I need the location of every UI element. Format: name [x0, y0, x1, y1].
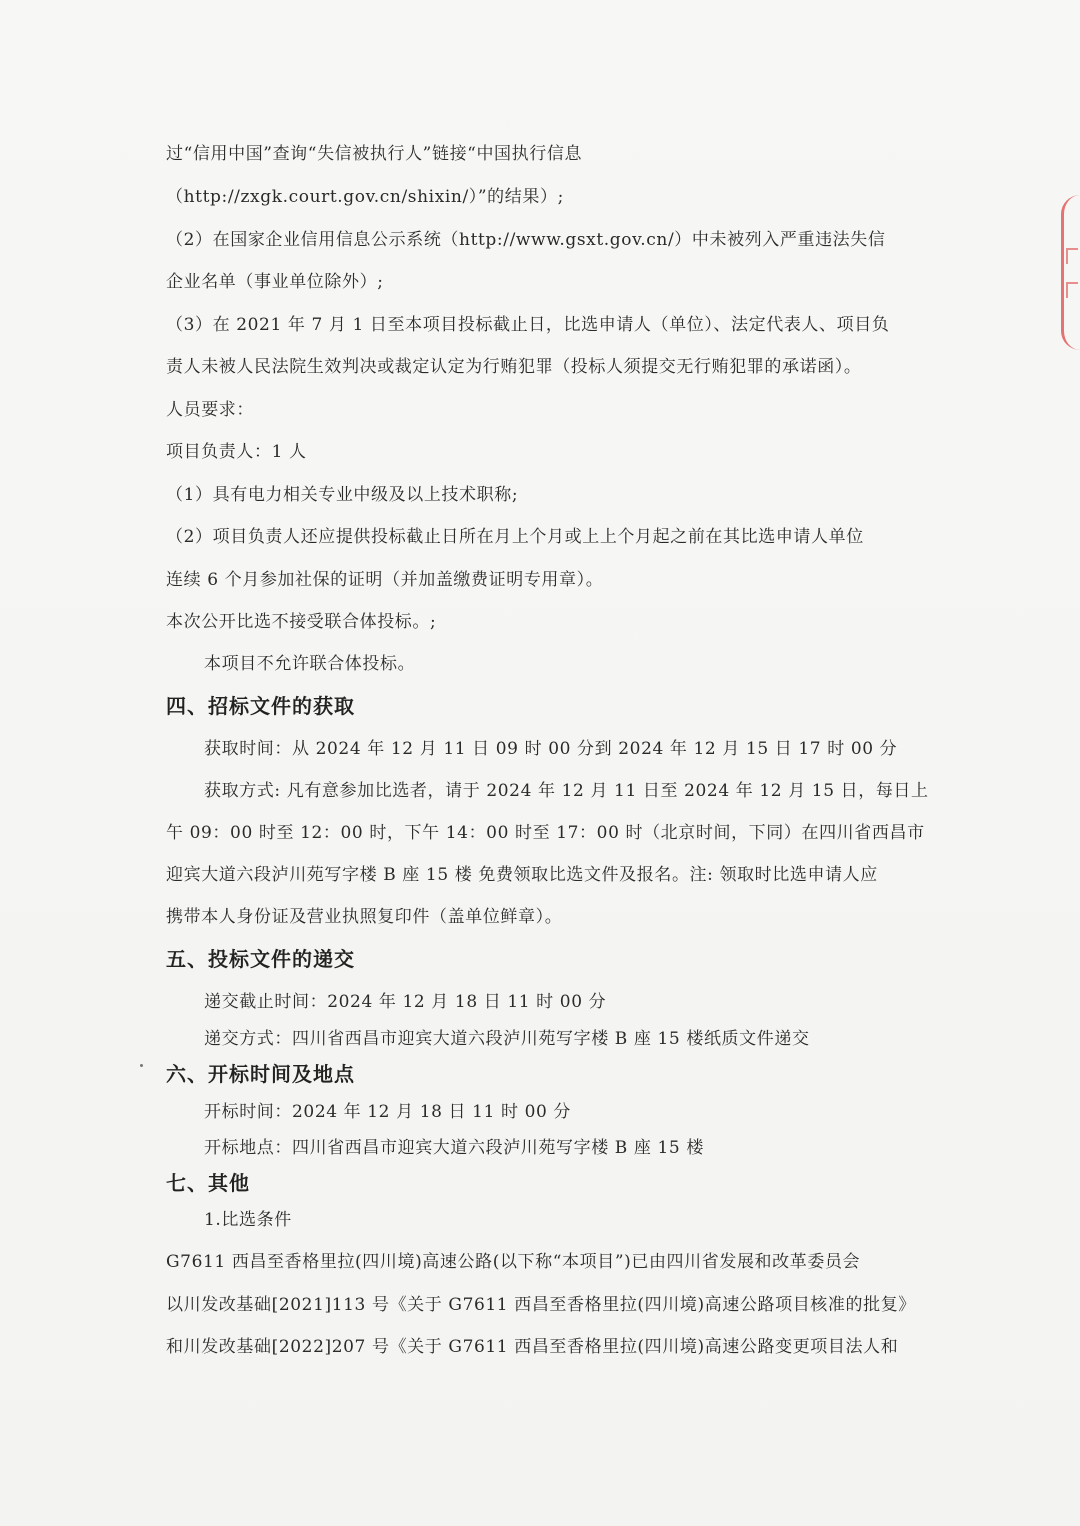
scan-speck [140, 1064, 143, 1067]
text-line: 开标时间：2024 年 12 月 18 日 11 时 00 分 [204, 1102, 572, 1122]
red-seal-edge [1061, 195, 1080, 350]
section-heading: 四、招标文件的获取 [166, 694, 355, 718]
red-seal-mark [1066, 248, 1078, 264]
text-line: G7611 西昌至香格里拉(四川境)高速公路(以下称“本项目”)已由四川省发展和改革委员会 [166, 1252, 861, 1272]
text-line: 本次公开比选不接受联合体投标。; [166, 612, 437, 632]
section-heading: 五、投标文件的递交 [166, 947, 355, 971]
text-line: 携带本人身份证及营业执照复印件（盖单位鲜章）。 [166, 907, 563, 927]
text-line: （3）在 2021 年 7 月 1 日至本项目投标截止日，比选申请人（单位）、法定代表人、项目负 [166, 315, 890, 335]
section-heading: 六、开标时间及地点 [166, 1062, 355, 1086]
text-line: 1.比选条件 [204, 1210, 292, 1230]
text-line: （2）项目负责人还应提供投标截止日所在月上个月或上上个月起之前在其比选申请人单位 [166, 527, 864, 547]
text-line: 人员要求： [166, 400, 254, 420]
text-line: 递交方式：四川省西昌市迎宾大道六段泸川苑写字楼 B 座 15 楼纸质文件递交 [204, 1029, 810, 1049]
text-line: 以川发改基础[2021]113 号《关于 G7611 西昌至香格里拉(四川境)高速公路项目核准的批复》 [166, 1295, 916, 1315]
section-heading: 七、其他 [166, 1171, 250, 1195]
text-line: （http://zxgk.court.gov.cn/shixin/）”的结果）; [166, 187, 564, 207]
text-line: 午 09：00 时至 12：00 时，下午 14：00 时至 17：00 时（北京时间，下同）在四川省西昌市 [166, 823, 925, 843]
text-line: 责人未被人民法院生效判决或裁定认定为行贿犯罪（投标人须提交无行贿犯罪的承诺函）。 [166, 357, 862, 377]
text-line: 和川发改基础[2022]207 号《关于 G7611 西昌至香格里拉(四川境)高速公路变更项目法人和 [166, 1337, 899, 1357]
text-line: （2）在国家企业信用信息公示系统（http://www.gsxt.gov.cn/）中未被列入严重违法失信 [166, 230, 886, 250]
text-line: 获取方式: 凡有意参加比选者，请于 2024 年 12 月 11 日至 2024 年 12 月 15 日，每日上 [204, 781, 929, 801]
text-line: 本项目不允许联合体投标。 [204, 654, 416, 674]
text-line: 递交截止时间：2024 年 12 月 18 日 11 时 00 分 [204, 992, 607, 1012]
text-line: 过“信用中国”查询“失信被执行人”链接“中国执行信息 [166, 144, 583, 164]
text-line: 开标地点：四川省西昌市迎宾大道六段泸川苑写字楼 B 座 15 楼 [204, 1138, 704, 1158]
text-line: （1）具有电力相关专业中级及以上技术职称; [166, 485, 519, 505]
text-line: 连续 6 个月参加社保的证明（并加盖缴费证明专用章）。 [166, 570, 604, 590]
text-line: 项目负责人：1 人 [166, 442, 307, 462]
text-line: 迎宾大道六段泸川苑写字楼 B 座 15 楼 免费领取比选文件及报名。注: 领取时比选申请人应 [166, 865, 878, 885]
text-line: 获取时间：从 2024 年 12 月 11 日 09 时 00 分到 2024 年 12 月 15 日 17 时 00 分 [204, 739, 898, 759]
red-seal-mark [1066, 282, 1078, 298]
text-line: 企业名单（事业单位除外）; [166, 272, 384, 292]
